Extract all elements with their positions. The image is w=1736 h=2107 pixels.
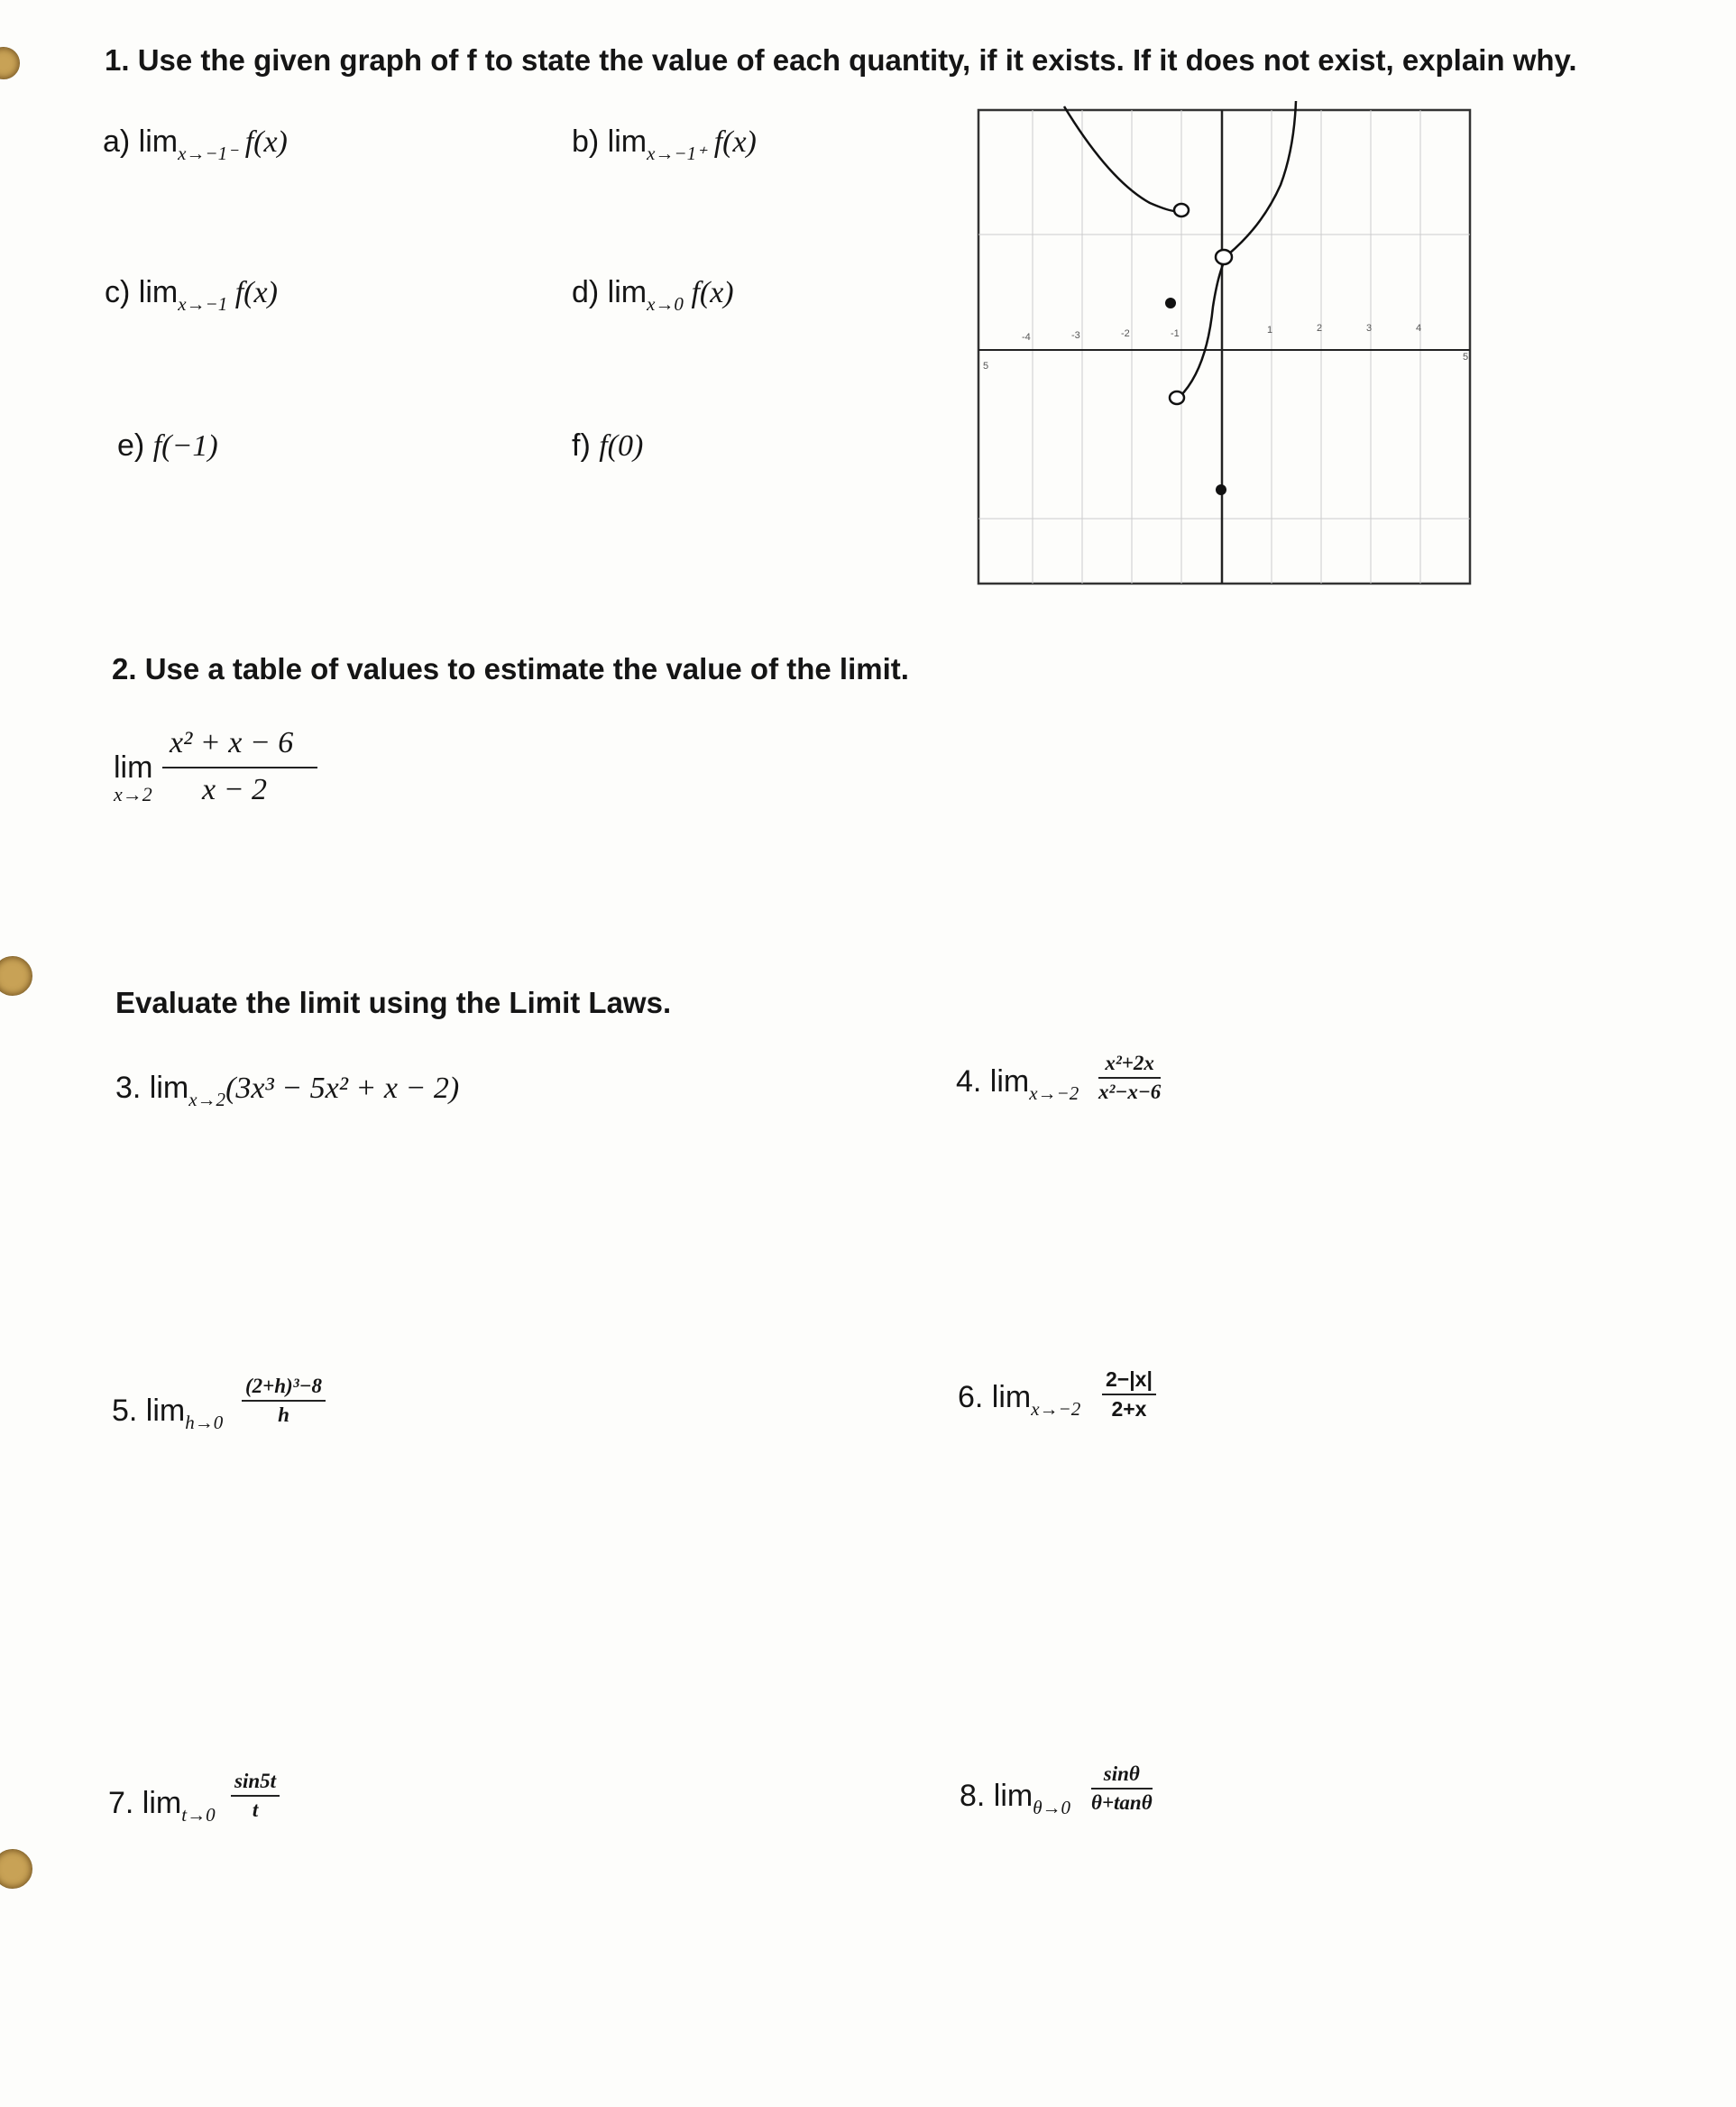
tick-neg1: -1 xyxy=(1171,328,1180,339)
p6-fraction xyxy=(1102,1367,1156,1422)
binder-hole-middle xyxy=(0,956,32,996)
q1a-sub: x→−1⁻ xyxy=(178,143,238,164)
p5-sub: h→0 xyxy=(185,1412,224,1433)
curve-right-branch xyxy=(1228,101,1296,254)
q1-part-f xyxy=(572,428,643,464)
tick-1: 1 xyxy=(1267,325,1273,336)
open-circle-on-axis xyxy=(1216,250,1232,264)
q1c-prefix: c) lim xyxy=(105,275,179,309)
q1a-expr: f(x) xyxy=(237,125,288,159)
problem-6 xyxy=(958,1380,1080,1421)
p7-fraction xyxy=(231,1770,280,1822)
p8-prefix: 8. lim xyxy=(960,1779,1033,1813)
limit-laws-heading: Evaluate the limit using the Limit Laws. xyxy=(115,986,672,1019)
problem-3 xyxy=(115,1071,459,1111)
edge-label-right: 5 xyxy=(1463,352,1469,363)
q1c-sub: x→−1 xyxy=(178,293,228,315)
p5-numerator: (2+h)³−8 xyxy=(242,1375,326,1402)
q2-heading: 2. Use a table of values to estimate the value of the limit. xyxy=(112,652,909,685)
graph-frame xyxy=(978,110,1470,584)
q1c-expr: f(x) xyxy=(227,276,278,309)
q1-part-c xyxy=(105,275,278,316)
problem-8 xyxy=(960,1779,1070,1819)
q2-denominator: x − 2 xyxy=(202,773,268,806)
q1-heading: 1. Use the given graph of f to state the value of each quantity, if it exists. If it does not exist, explain why. xyxy=(105,43,1577,77)
open-circle-left xyxy=(1174,204,1189,216)
q1d-expr: f(x) xyxy=(683,276,734,309)
q1d-sub: x→0 xyxy=(647,293,684,315)
graph-grid xyxy=(978,110,1470,584)
p6-sub: x→−2 xyxy=(1031,1398,1081,1420)
q1b-sub: x→−1⁺ xyxy=(647,143,707,164)
q2-fraction-bar xyxy=(162,767,317,768)
q1f-expr: f(0) xyxy=(599,429,644,463)
q2-limit-expression xyxy=(114,722,348,812)
q1b-prefix: b) lim xyxy=(572,124,648,159)
p3-prefix: 3. lim xyxy=(115,1071,189,1105)
q1-part-a xyxy=(103,124,288,165)
filled-point-lower xyxy=(1216,484,1226,495)
p5-denominator: h xyxy=(278,1403,289,1426)
tick-3: 3 xyxy=(1366,323,1373,334)
binder-hole-bottom xyxy=(0,1849,32,1889)
q1a-prefix: a) lim xyxy=(103,124,179,159)
tick-2: 2 xyxy=(1317,323,1323,334)
q2-lim: lim xyxy=(114,750,153,785)
p3-sub: x→2 xyxy=(188,1089,226,1110)
p8-numerator: sinθ xyxy=(1091,1762,1153,1790)
p5-prefix: 5. lim xyxy=(112,1394,186,1428)
function-graph xyxy=(974,99,1479,591)
open-circle-lower xyxy=(1170,391,1184,404)
q2-numerator: x² + x − 6 xyxy=(170,726,294,759)
q2-lim-sub: x→2 xyxy=(114,783,152,805)
q1-part-e xyxy=(117,428,218,464)
q1e-prefix: e) xyxy=(117,428,153,463)
p6-prefix: 6. lim xyxy=(958,1380,1032,1414)
p4-fraction xyxy=(1098,1052,1161,1104)
edge-label-left: 5 xyxy=(983,361,989,372)
q1f-prefix: f) xyxy=(572,428,600,463)
tick-neg3: -3 xyxy=(1071,330,1080,341)
p7-numerator: sin5t xyxy=(231,1770,280,1797)
p7-prefix: 7. lim xyxy=(108,1786,182,1820)
filled-point-upper xyxy=(1165,298,1176,308)
p8-sub: θ→0 xyxy=(1033,1797,1071,1818)
p5-fraction xyxy=(242,1375,326,1427)
p4-sub: x→−2 xyxy=(1029,1082,1079,1104)
p3-expr: (3x³ − 5x² + x − 2) xyxy=(225,1072,460,1105)
q1b-expr: f(x) xyxy=(706,125,757,159)
p4-numerator: x²+2x xyxy=(1098,1052,1161,1079)
p6-denominator: 2+x xyxy=(1111,1397,1147,1421)
binder-hole-top xyxy=(0,47,20,79)
tick-4: 4 xyxy=(1416,323,1422,334)
tick-neg2: -2 xyxy=(1121,328,1130,339)
p8-fraction xyxy=(1091,1762,1153,1815)
tick-neg4: -4 xyxy=(1022,332,1031,343)
problem-4 xyxy=(956,1064,1079,1105)
problem-7 xyxy=(108,1786,216,1826)
q1d-prefix: d) lim xyxy=(572,275,648,309)
q1-part-b xyxy=(572,124,757,165)
q1e-expr: f(−1) xyxy=(152,429,218,463)
p4-denominator: x²−x−6 xyxy=(1098,1081,1162,1103)
p4-prefix: 4. lim xyxy=(956,1064,1030,1099)
p7-sub: t→0 xyxy=(181,1804,216,1826)
p6-numerator: 2−|x| xyxy=(1102,1367,1156,1395)
p8-denominator: θ+tanθ xyxy=(1091,1791,1153,1814)
p7-denominator: t xyxy=(252,1799,259,1821)
graph-svg xyxy=(974,99,1479,591)
problem-5 xyxy=(112,1394,223,1434)
q1-part-d xyxy=(572,275,734,316)
